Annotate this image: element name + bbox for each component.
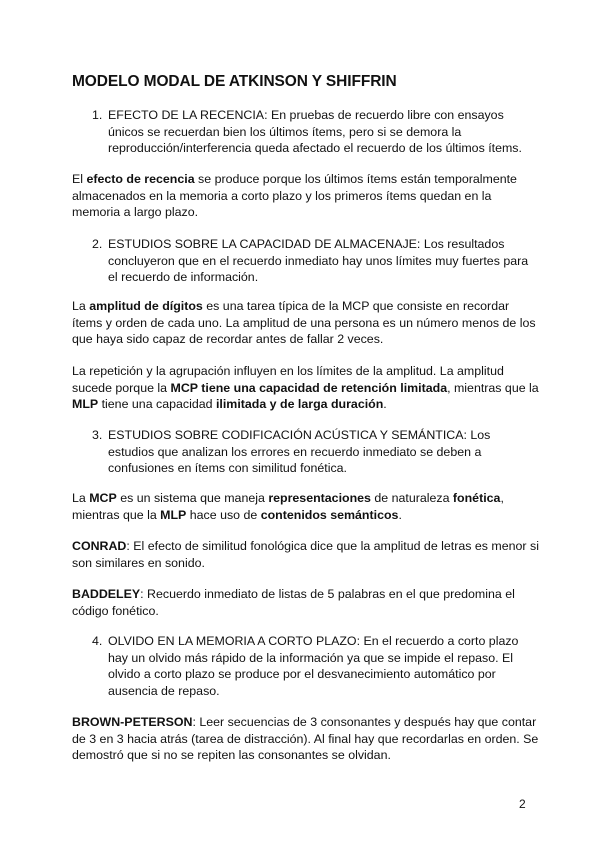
paragraph-brown-peterson [72,714,542,764]
text-run: La repetición y la agrupación influyen en los límites de la amplitud. La amplitud sucede porque la [72,364,504,395]
bold-term: MLP [72,397,99,412]
page-title: MODELO MODAL DE ATKINSON Y SHIFFRIN [72,73,397,90]
bold-term: MCP [89,491,117,505]
text-run: , mientras que la [447,380,539,395]
bold-term: fonética [452,491,501,505]
text-run: es un sistema que maneja [116,491,269,505]
bold-term: contenidos semánticos [260,507,399,522]
bold-term: ilimitada y de larga duración [215,397,384,412]
list-item-recencia [92,107,532,157]
list-text: EFECTO DE LA RECENCIA: En pruebas de recuerdo libre con ensayos únicos se recuerdan bien los últimos ítems, pero si se demora la reproducción/interferencia queda afectado el recuerdo de los últimos ítems. [108,108,522,156]
text-run: La [72,491,90,505]
text-run: es una tarea típica de la MCP que consiste en recordar ítems y orden de cada uno. La amplitud de una persona es un número menos de los que haya sido capaz de recordar antes de fallar 2 veces. [72,299,536,347]
list-item-capacidad [92,236,532,286]
list-number: 4. [92,634,103,648]
text-run: de naturaleza [370,491,453,505]
text-run: . [398,507,402,522]
bold-term: MLP [160,507,187,522]
list-number: 2. [92,237,103,251]
text-run: . [383,397,387,412]
list-item-olvido [92,633,532,699]
author-name: CONRAD [72,539,127,553]
author-name: BADDELEY [72,587,141,601]
bold-term: amplitud de dígitos [89,299,203,313]
paragraph-conrad [72,538,542,571]
bold-term: MCP tiene una capacidad de retención limitada [170,380,448,395]
text-run: , mientras que la [72,491,504,522]
list-number: 3. [92,428,103,442]
paragraph-repeticion [72,363,542,413]
author-name: BROWN-PETERSON [72,715,193,729]
bold-term: efecto de recencia [86,172,195,186]
text-run: : El efecto de similitud fonológica dice que la amplitud de letras es menor si son similares en sonido. [72,539,539,570]
paragraph-amplitud-digitos [72,298,542,348]
list-text: OLVIDO EN LA MEMORIA A CORTO PLAZO: En el recuerdo a corto plazo hay un olvido más rápido de la información ya que se impide el repaso. El olvido a corto plazo se produce por el desvanecimiento automático por ausencia de repaso. [108,634,519,698]
bold-term: representaciones [268,491,371,505]
paragraph-mcp-fonetica [72,490,542,523]
list-text: ESTUDIOS SOBRE LA CAPACIDAD DE ALMACENAJE: Los resultados concluyeron que en el recuerdo inmediato hay unos límites muy fuertes para el recuerdo de información. [108,237,529,285]
paragraph-baddeley [72,586,542,619]
text-run: : Recuerdo inmediato de listas de 5 palabras en el que predomina el código fonético. [72,587,515,618]
list-text: ESTUDIOS SOBRE CODIFICACIÓN ACÚSTICA Y SEMÁNTICA: Los estudios que analizan los errores en recuerdo inmediato se deben a confusiones en ítems con similitud fonética. [108,428,491,476]
text-run: tiene una capacidad [98,397,216,412]
list-number: 1. [92,108,103,122]
page-number: 2 [519,797,526,811]
paragraph-efecto-recencia [72,171,542,221]
text-run: El [72,172,87,186]
text-run: : Leer secuencias de 3 consonantes y después hay que contar de 3 en 3 hacia atrás (tarea de distracción). Al final hay que recordarlas en orden. Se demostró que si no se repiten las consonantes se olvidan. [72,715,539,763]
list-item-codificacion [92,427,532,477]
text-run: hace uso de [186,507,261,522]
text-run: La [72,299,90,313]
text-run: se produce porque los últimos ítems están temporalmente almacenados en la memoria a corto plazo y los primeros ítems quedan en la memoria a largo plazo. [72,172,517,220]
